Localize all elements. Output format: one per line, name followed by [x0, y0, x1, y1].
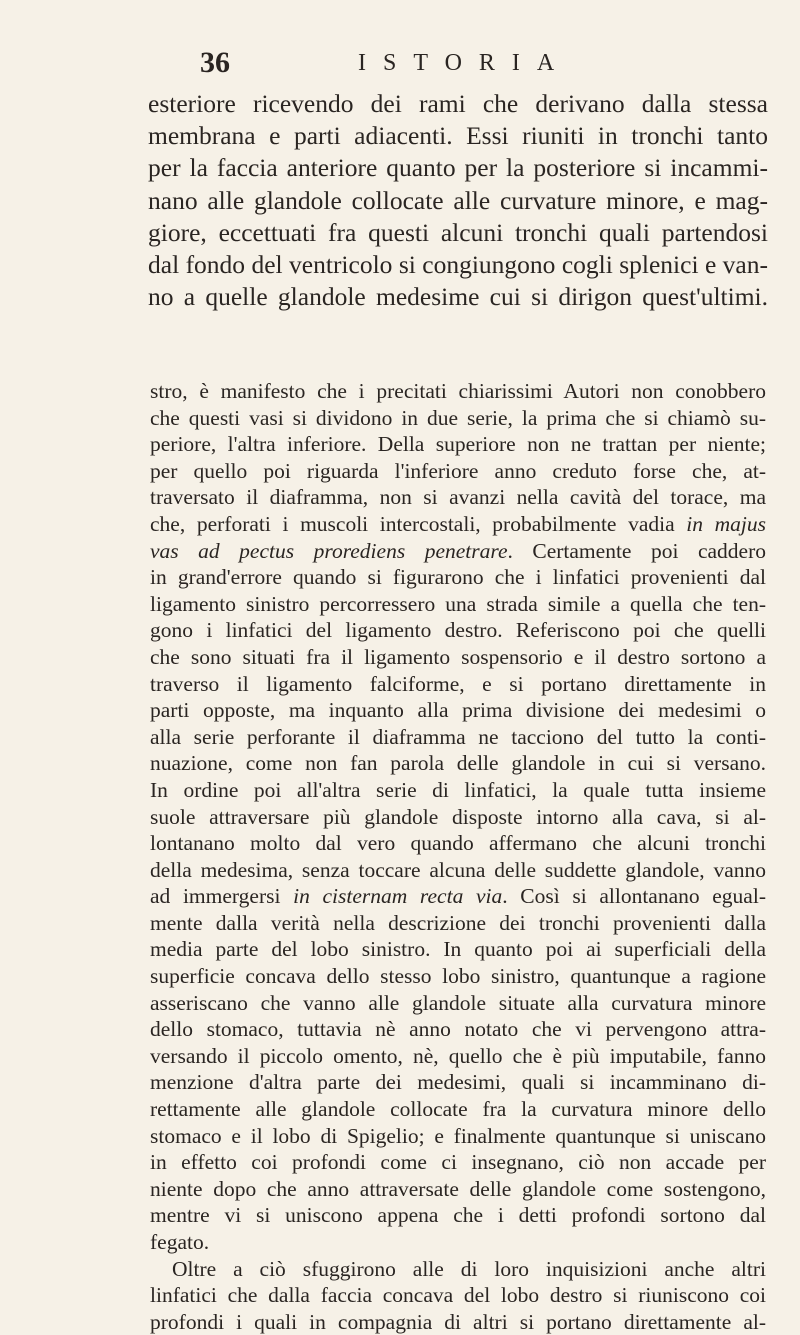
- text-line: no a quelle glandole medesime cui si dirigon quest'ultimi.: [148, 282, 768, 312]
- text-line: In ordine poi all'altra serie di linfatici, la quale tutta insieme: [150, 777, 766, 802]
- text-line: rettamente alle glandole collocate fra la curvatura minore dello: [150, 1097, 766, 1122]
- text-line: [150, 538, 766, 565]
- text-line: niente dopo che anno attraversate delle glandole come sostengono,: [150, 1176, 766, 1201]
- text-line: periore, l'altra inferiore. Della superiore non ne trattan per niente;: [150, 432, 766, 457]
- text-line: lontanano molto dal vero quando affermano che alcuni tronchi: [150, 831, 766, 856]
- text-line: asseriscano che vanno alle glandole situate alla curvatura minore: [150, 990, 766, 1015]
- text-line: della medesima, senza toccare alcuna delle suddette glandole, vanno: [150, 857, 766, 882]
- text-line: per la faccia anteriore quanto per la posteriore si incammi-: [148, 153, 768, 183]
- text-line: linfatici che dalla faccia concava del lobo destro si riuniscono coi: [150, 1283, 766, 1308]
- text-line: fegato.: [150, 1230, 210, 1254]
- text-line: stomaco e il lobo di Spigelio; e finalmente quantunque si uniscano: [150, 1123, 766, 1148]
- text-segment: . Così si allontanano egual-: [502, 884, 766, 909]
- latin-phrase: in majus: [686, 511, 766, 536]
- text-line: parti opposte, ma inquanto alla prima divisione dei medesimi o: [150, 698, 766, 723]
- text-line: che sono situati fra il ligamento sospensorio e il destro sortono a: [150, 644, 766, 669]
- text-line: traverso il ligamento falciforme, e si portano direttamente in: [150, 671, 766, 696]
- text-segment: ad immergersi: [150, 884, 294, 909]
- text-line: Oltre a ciò sfuggirono alle di loro inquisizioni anche altri: [172, 1256, 766, 1281]
- text-line: nuazione, come non fan parola delle glandole in cui si versano.: [150, 751, 766, 776]
- main-paragraph: [148, 88, 768, 313]
- text-line: nano alle glandole collocate alle curvature minore, e mag-: [148, 185, 768, 215]
- text-line: gono i linfatici del ligamento destro. Referiscono poi che quelli: [150, 618, 766, 643]
- text-line: mentre vi si uniscono appena che i detti profondi sortono dal: [150, 1203, 766, 1228]
- text-line: dal fondo del ventricolo si congiungono cogli splenici e van-: [148, 250, 768, 280]
- text-line: alla serie perforante il diaframma ne tacciono del tutto la conti-: [150, 724, 766, 749]
- text-line: stro, è manifesto che i precitati chiarissimi Autori non conobbero: [150, 379, 766, 403]
- text-segment: che, perforati i muscoli intercostali, probabilmente vadia: [150, 511, 687, 536]
- text-line: che questi vasi si dividono in due serie, la prima che si chiamò su-: [150, 405, 766, 430]
- latin-phrase: in cisternam recta via: [293, 884, 503, 909]
- text-line: in effetto coi profondi come ci insegnano, ciò non accade per: [150, 1150, 766, 1175]
- text-line: membrana e parti adiacenti. Essi riuniti in tronchi tanto: [148, 121, 768, 151]
- page-number: 36: [200, 46, 230, 79]
- text-line: mente dalla verità nella descrizione dei tronchi provenienti dalla: [150, 910, 766, 935]
- text-line: per quello poi riguarda l'inferiore anno creduto forse che, at-: [150, 458, 766, 483]
- latin-phrase: vas ad pectus prorediens penetrare: [150, 538, 508, 563]
- page-header: [200, 46, 760, 86]
- text-line: giore, eccettuati fra questi alcuni tronchi quali partendosi: [148, 217, 768, 247]
- text-line: ligamento sinistro percorressero una strada simile a quella che ten-: [150, 591, 766, 616]
- text-line: [150, 883, 766, 910]
- text-line: [150, 511, 766, 538]
- text-line: menzione d'altra parte dei medesimi, quali si incamminano di-: [150, 1070, 766, 1095]
- text-line: traversato il diaframma, non si avanzi nella cavità del torace, ma: [150, 485, 766, 510]
- text-line: versando il piccolo omento, nè, quello che è più imputabile, fanno: [150, 1043, 766, 1068]
- text-line: superficie concava dello stesso lobo sinistro, quantunque a ragione: [150, 964, 766, 989]
- text-line: media parte del lobo sinistro. In quanto poi ai superficiali della: [150, 937, 766, 962]
- text-line: in grand'errore quando si figurarono che i linfatici provenienti dal: [150, 565, 766, 590]
- running-title: ISTORIA: [358, 50, 572, 76]
- text-line: esteriore ricevendo dei rami che derivano dalla stessa: [148, 89, 768, 118]
- text-line: dello stomaco, tuttavia nè anno notato che vi pervengono attra-: [150, 1017, 766, 1042]
- text-segment: . Certamente poi caddero: [507, 538, 766, 563]
- text-line: suole attraversare più glandole disposte intorno alla cava, si al-: [150, 804, 766, 829]
- text-line: profondi i quali in compagnia di altri si portano direttamente al-: [150, 1309, 766, 1334]
- footnote-text: [150, 378, 766, 1335]
